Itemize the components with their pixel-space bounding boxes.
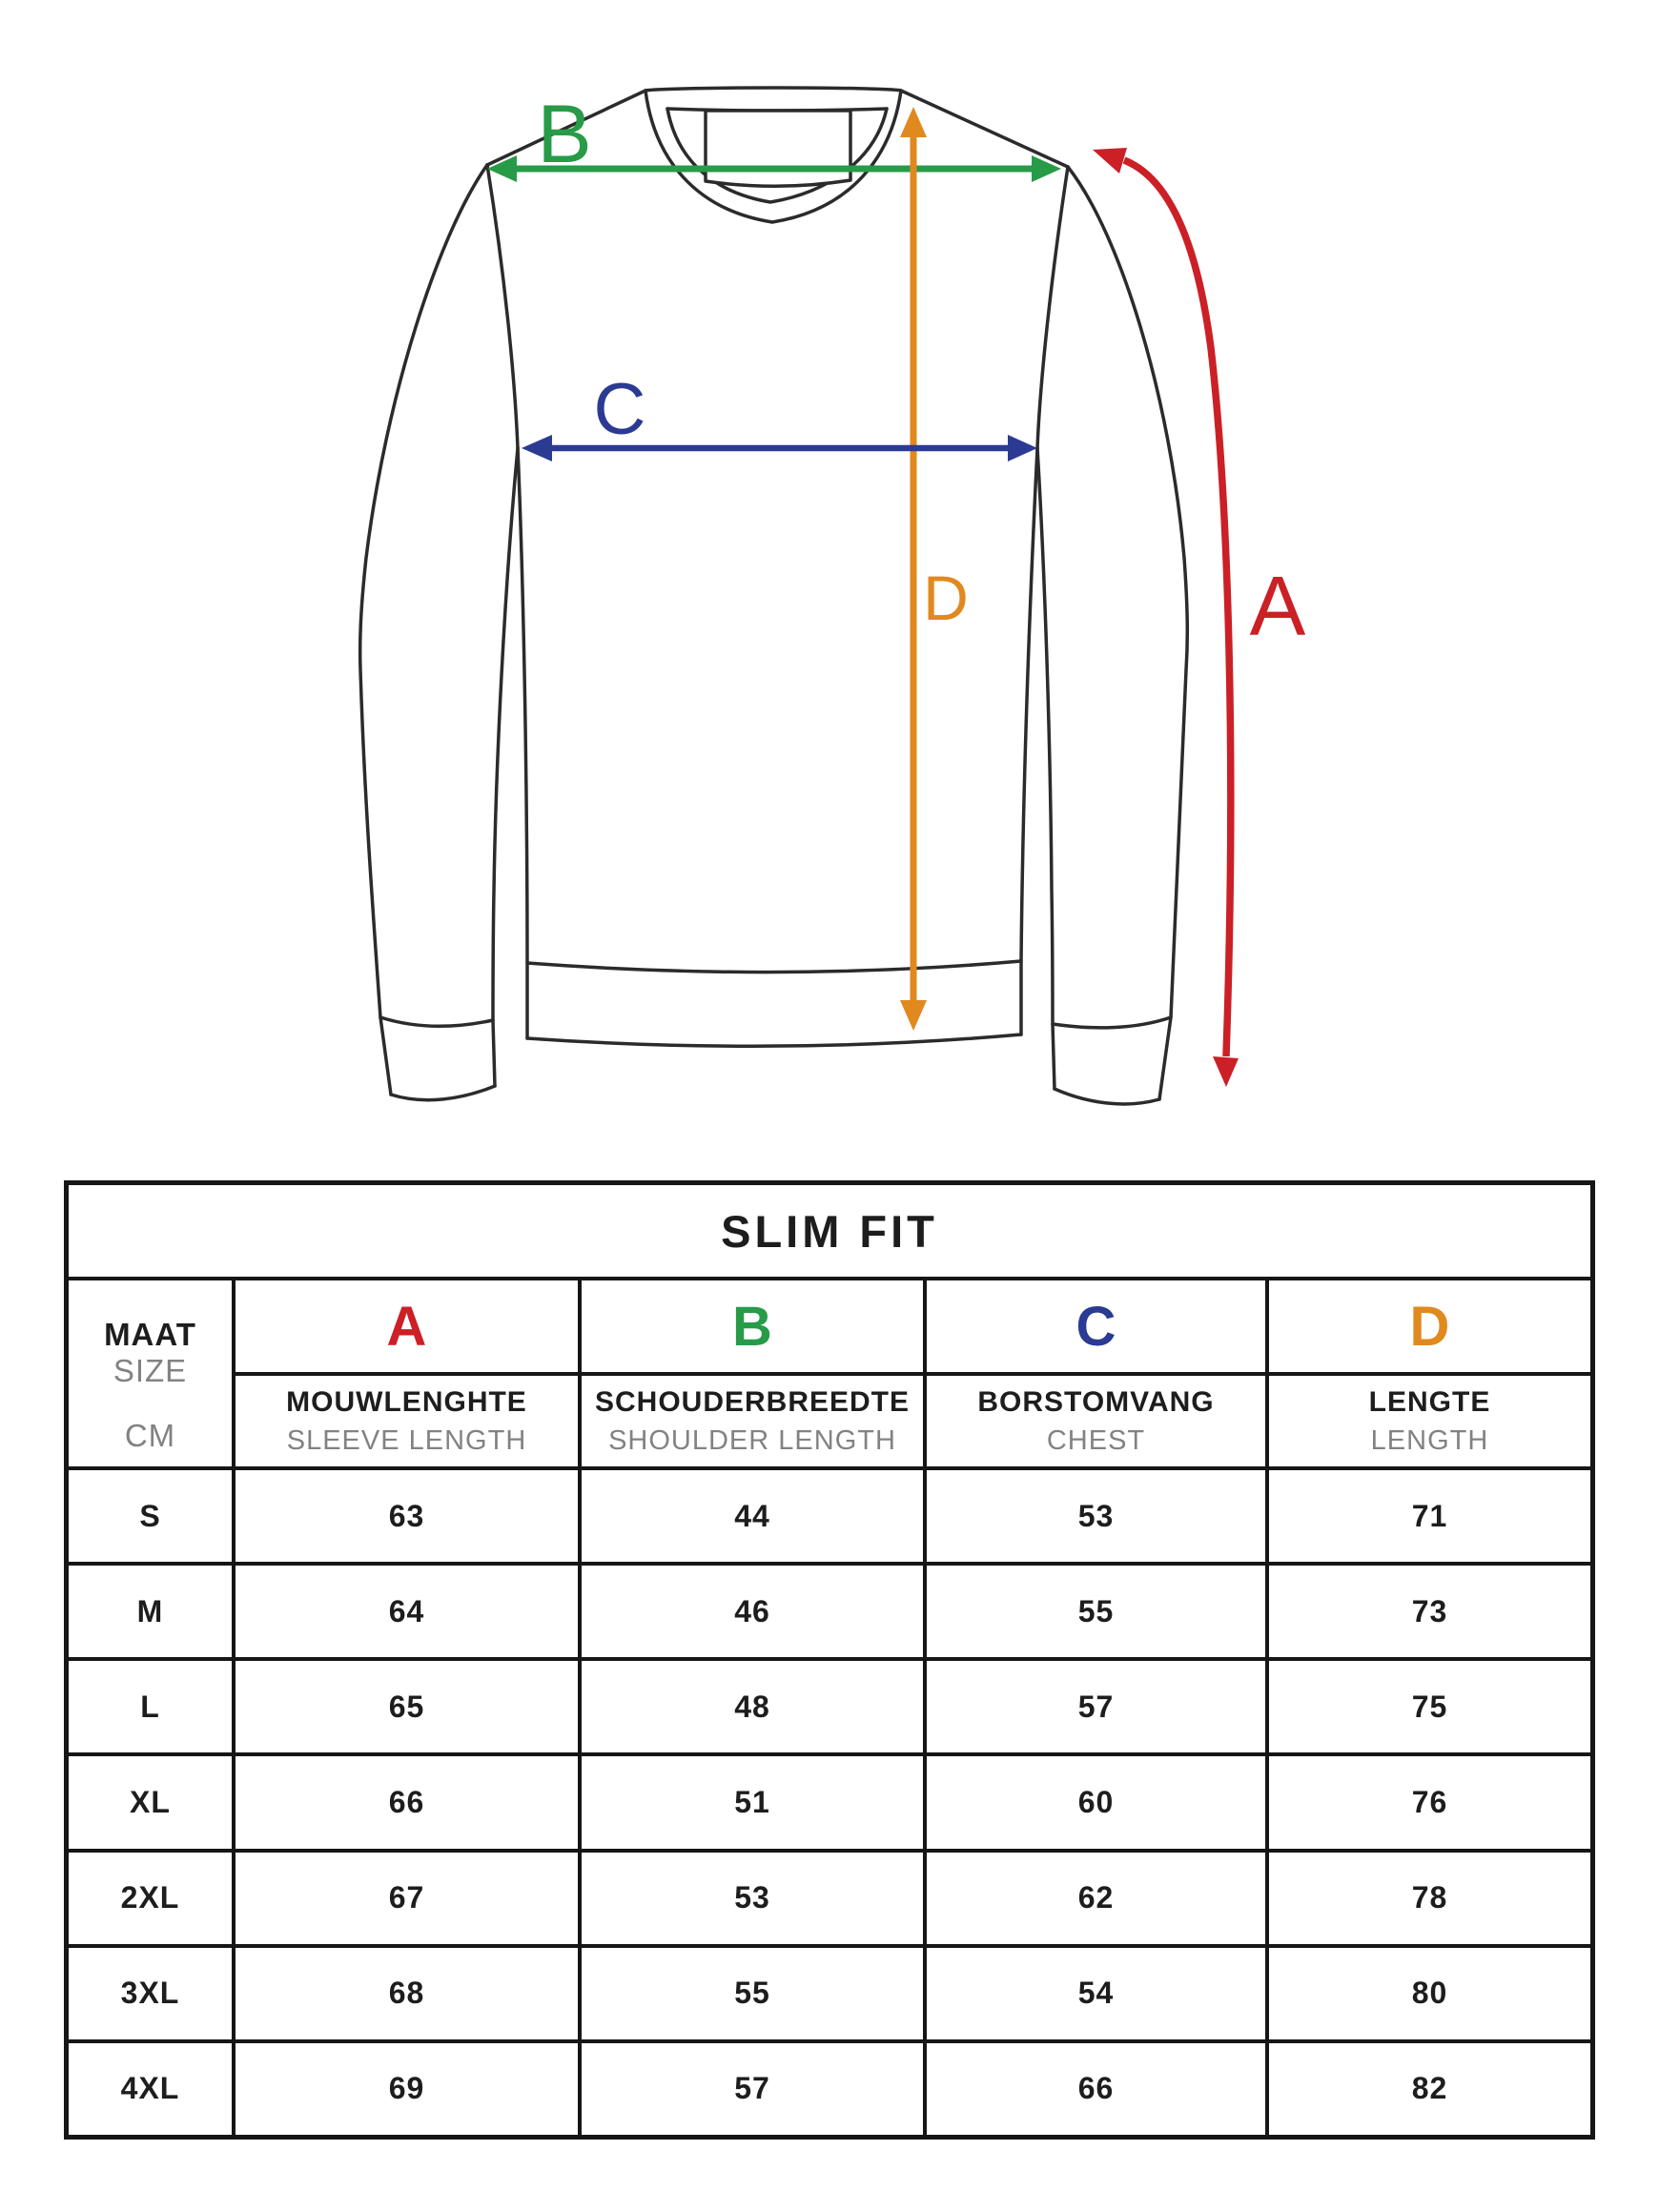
header-col-b [582,1280,927,1466]
header-english-a: SLEEVE LENGTH [286,1424,527,1456]
collar-label-tag [706,111,850,186]
header-english-b: SHOULDER LENGTH [608,1424,896,1456]
header-dutch-c: BORSTOMVANG [977,1385,1215,1418]
hem-band-bottom [527,1034,1021,1046]
size-cell: S [69,1470,236,1562]
value-cell: 71 [1411,1498,1448,1533]
label-c: C [593,369,646,450]
value-cell: 57 [927,1661,1269,1752]
header-size: SIZE [113,1353,188,1388]
table-row-s [69,1470,1590,1566]
value-cell: 60 [927,1756,1269,1848]
measure-arrow-c [522,369,1037,461]
left-sleeve-outer-edge [360,165,487,1095]
table-row-l [69,1661,1590,1756]
left-armhole-seam [487,165,518,448]
table-row-3xl [69,1948,1590,2043]
label-d: D [923,563,969,633]
header-names-b [582,1376,923,1466]
arrow-d-head-bottom-icon [900,1000,927,1031]
label-b: B [537,89,592,180]
value-cell: 66 [927,2043,1269,2135]
header-letter-d: D [1269,1280,1590,1376]
header-maat: MAAT [104,1317,196,1352]
collar-top-edge [645,88,901,91]
right-sleeve-inner-edge [1037,448,1055,1089]
header-size-cell [69,1280,236,1466]
value-cell: 54 [927,1948,1269,2039]
arrow-b-head-right-icon [1032,155,1061,182]
right-body-edge [1021,448,1037,1034]
value-cell: 82 [1411,2071,1448,2106]
value-cell: 64 [236,1566,582,1657]
arrow-c-head-right-icon [1008,435,1037,461]
value-cell: 68 [236,1948,582,2039]
value-cell: 55 [582,1948,927,2039]
value-cell: 44 [582,1470,927,1562]
table-header [69,1280,1590,1470]
arrow-c-head-left-icon [522,435,552,461]
right-shoulder-line [901,91,1068,167]
value-cell: 67 [236,1853,582,1944]
header-col-a [236,1280,582,1466]
right-cuff-bottom [1055,1089,1159,1104]
label-a: A [1249,559,1306,653]
left-cuff-top-line [380,1017,493,1026]
sweater-outline [360,88,1188,1104]
arrow-a-head-bottom-icon [1213,1056,1239,1087]
size-cell: 2XL [69,1853,236,1944]
right-armhole-seam [1037,167,1068,448]
value-cell: 65 [236,1661,582,1752]
value-cell: 53 [927,1470,1269,1562]
table-row-xl [69,1756,1590,1852]
right-cuff-top-line [1053,1017,1171,1028]
value-cell: 76 [1411,1784,1448,1819]
table-row-2xl [69,1853,1590,1948]
header-col-c [927,1280,1269,1466]
size-cell: M [69,1566,236,1657]
value-cell: 80 [1411,1976,1448,2011]
size-cell: 3XL [69,1948,236,2039]
value-cell: 69 [236,2043,582,2135]
left-sleeve-inner-edge [493,448,518,1086]
value-cell: 51 [582,1756,927,1848]
arrow-a-curve [1124,160,1231,1056]
size-cell: 4XL [69,2043,236,2135]
table-title: SLIM FIT [69,1185,1590,1280]
header-dutch-a: MOUWLENGHTE [286,1385,527,1418]
value-cell: 55 [927,1566,1269,1657]
header-names-a [236,1376,578,1466]
value-cell: 62 [927,1853,1269,1944]
measure-arrow-a [1093,148,1306,1087]
table-row-4xl [69,2043,1590,2135]
value-cell: 48 [582,1661,927,1752]
value-cell: 63 [236,1470,582,1562]
header-cm: CM [124,1418,176,1453]
header-col-d [1269,1280,1590,1466]
size-cell: XL [69,1756,236,1848]
size-cell: L [69,1661,236,1752]
value-cell: 78 [1411,1880,1448,1915]
right-sleeve-outer-edge [1068,167,1187,1099]
header-letter-a: A [236,1280,578,1376]
left-body-edge [518,448,527,1038]
value-cell: 66 [236,1756,582,1848]
header-letter-c: C [927,1280,1265,1376]
header-english-c: CHEST [1046,1424,1146,1456]
arrow-a-head-top-icon [1093,148,1127,174]
value-cell: 46 [582,1566,927,1657]
header-english-d: LENGTH [1370,1424,1489,1456]
header-dutch-d: LENGTE [1368,1385,1491,1418]
left-cuff-bottom [391,1086,495,1100]
header-names-c [927,1376,1265,1466]
header-dutch-b: SCHOUDERBREEDTE [594,1385,911,1418]
header-letter-b: B [582,1280,923,1376]
arrow-d-head-top-icon [900,107,927,137]
value-cell: 73 [1411,1593,1448,1628]
hem-band-top-line [527,961,1021,973]
size-table [64,1180,1595,2140]
measure-arrow-d [900,107,969,1031]
value-cell: 57 [582,2043,927,2135]
table-row-m [69,1566,1590,1661]
header-names-d [1269,1376,1590,1466]
value-cell: 53 [582,1853,927,1944]
value-cell: 75 [1411,1689,1448,1724]
